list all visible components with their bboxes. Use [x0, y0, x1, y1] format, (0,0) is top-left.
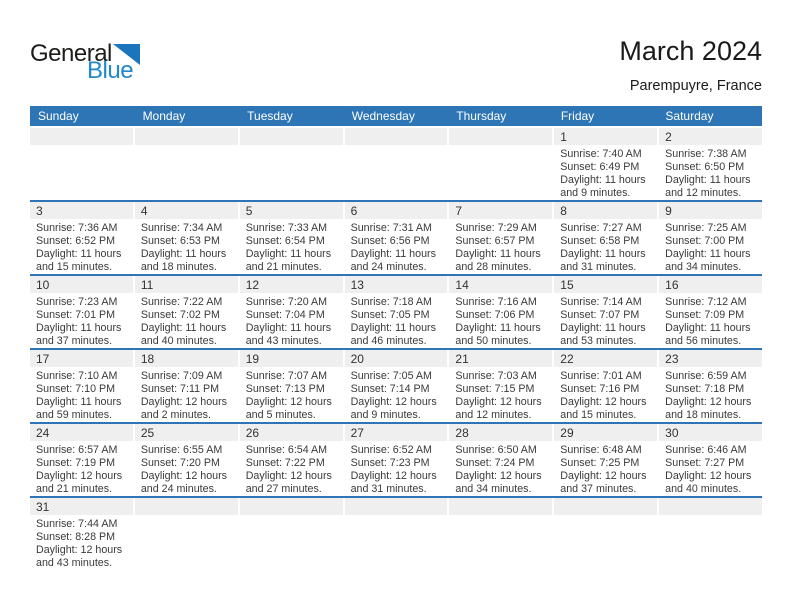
day-detail-line: Sunset: 7:14 PM — [350, 383, 430, 395]
day-number: 5 — [240, 202, 343, 219]
day-details — [135, 293, 238, 348]
day-number: 19 — [240, 350, 343, 367]
week-row-4 — [30, 348, 762, 422]
day-detail-line: Sunrise: 7:40 AM — [560, 148, 642, 160]
day-cell-14 — [449, 276, 552, 348]
day-number: 10 — [30, 276, 133, 293]
day-details — [345, 441, 448, 496]
weekday-header-tuesday: Tuesday — [247, 109, 293, 123]
day-detail-line: Daylight: 12 hours — [455, 470, 542, 482]
day-number: 25 — [135, 424, 238, 441]
day-cell-15 — [554, 276, 657, 348]
day-detail-line: Sunset: 6:53 PM — [140, 235, 220, 247]
empty-day-cell — [240, 128, 343, 200]
day-cell-28 — [449, 424, 552, 496]
week-row-6 — [30, 496, 762, 591]
day-detail-line: Daylight: 11 hours — [245, 322, 332, 334]
day-number: 8 — [554, 202, 657, 219]
day-details — [449, 219, 552, 274]
day-number: 13 — [345, 276, 448, 293]
day-detail-line: and 40 minutes. — [140, 335, 217, 347]
day-details — [449, 293, 552, 348]
day-cell-5 — [240, 202, 343, 274]
day-cell-18 — [135, 350, 238, 422]
day-detail-line: and 24 minutes. — [350, 261, 427, 273]
day-detail-line: Daylight: 11 hours — [665, 248, 751, 260]
day-cell-4 — [135, 202, 238, 274]
day-number: 31 — [30, 498, 133, 515]
day-details — [345, 367, 448, 422]
day-cell-21 — [449, 350, 552, 422]
day-detail-line: Sunrise: 7:12 AM — [665, 296, 747, 308]
day-cell-2 — [659, 128, 762, 200]
day-detail-line: and 15 minutes. — [36, 261, 113, 273]
day-details — [554, 293, 657, 348]
day-detail-line: Sunset: 7:23 PM — [350, 457, 430, 469]
day-number: 23 — [659, 350, 762, 367]
day-detail-line: Daylight: 11 hours — [36, 322, 122, 334]
day-cell-26 — [240, 424, 343, 496]
day-details — [554, 219, 657, 274]
day-details — [659, 367, 762, 422]
day-detail-line: Sunset: 7:16 PM — [560, 383, 640, 395]
day-detail-line: Daylight: 12 hours — [245, 470, 332, 482]
page-title: March 2024 — [619, 36, 762, 66]
day-cell-1 — [554, 128, 657, 200]
day-detail-line: Sunset: 7:10 PM — [36, 383, 116, 395]
day-detail-line: and 5 minutes. — [245, 409, 316, 421]
day-detail-line: Sunset: 7:01 PM — [36, 309, 116, 321]
day-cell-9 — [659, 202, 762, 274]
day-detail-line: Sunrise: 6:50 AM — [455, 444, 537, 456]
weekday-header-thursday: Thursday — [456, 109, 507, 123]
day-details — [135, 515, 238, 518]
day-number: 3 — [30, 202, 133, 219]
day-detail-line: Sunset: 7:11 PM — [140, 383, 220, 395]
day-detail-line: Daylight: 11 hours — [665, 174, 751, 186]
day-number: 11 — [135, 276, 238, 293]
day-detail-line: Sunrise: 6:59 AM — [665, 370, 747, 382]
day-cell-8 — [554, 202, 657, 274]
day-details — [240, 515, 343, 518]
day-number: 22 — [554, 350, 657, 367]
day-detail-line: and 27 minutes. — [245, 483, 322, 495]
day-detail-line: Daylight: 11 hours — [560, 174, 646, 186]
day-number: 6 — [345, 202, 448, 219]
day-cell-25 — [135, 424, 238, 496]
day-details — [554, 441, 657, 496]
day-cell-31 — [30, 498, 133, 591]
day-cell-6 — [345, 202, 448, 274]
day-number: 16 — [659, 276, 762, 293]
empty-day-band — [135, 498, 238, 515]
day-details — [30, 441, 133, 496]
day-cell-30 — [659, 424, 762, 496]
day-detail-line: and 53 minutes. — [560, 335, 637, 347]
day-detail-line: Daylight: 11 hours — [140, 322, 227, 334]
day-detail-line: Sunrise: 6:57 AM — [36, 444, 118, 456]
day-detail-line: and 34 minutes. — [455, 483, 532, 495]
day-detail-line: and 28 minutes. — [455, 261, 532, 273]
day-cell-22 — [554, 350, 657, 422]
day-detail-line: Sunrise: 7:44 AM — [36, 518, 118, 530]
day-cell-16 — [659, 276, 762, 348]
day-details — [554, 515, 657, 518]
day-number: 9 — [659, 202, 762, 219]
day-detail-line: and 24 minutes. — [140, 483, 217, 495]
day-detail-line: Daylight: 12 hours — [140, 470, 227, 482]
empty-day-cell — [449, 128, 552, 200]
day-detail-line: Sunrise: 7:29 AM — [455, 222, 537, 234]
day-detail-line: Sunset: 7:06 PM — [455, 309, 535, 321]
day-cell-10 — [30, 276, 133, 348]
day-detail-line: Sunrise: 7:34 AM — [140, 222, 223, 234]
day-details — [135, 441, 238, 496]
weekday-header-friday: Friday — [560, 109, 595, 123]
day-cell-3 — [30, 202, 133, 274]
day-detail-line: Sunset: 7:05 PM — [350, 309, 430, 321]
day-detail-line: Sunset: 6:52 PM — [36, 235, 116, 247]
day-details — [449, 145, 552, 148]
day-detail-line: Sunrise: 7:36 AM — [36, 222, 118, 234]
empty-day-cell — [554, 498, 657, 591]
empty-day-band — [449, 128, 552, 145]
day-detail-line: Daylight: 11 hours — [36, 248, 122, 260]
empty-day-cell — [30, 128, 133, 200]
weekday-header-wednesday: Wednesday — [351, 109, 415, 123]
day-detail-line: Sunset: 6:56 PM — [350, 235, 430, 247]
day-detail-line: Sunrise: 7:22 AM — [140, 296, 223, 308]
week-row-1 — [30, 126, 762, 200]
day-detail-line: Sunrise: 7:03 AM — [455, 370, 537, 382]
day-details — [345, 219, 448, 274]
day-cell-29 — [554, 424, 657, 496]
day-cell-12 — [240, 276, 343, 348]
empty-day-band — [554, 498, 657, 515]
day-detail-line: Sunset: 6:57 PM — [455, 235, 535, 247]
day-detail-line: Sunrise: 7:38 AM — [665, 148, 747, 160]
day-details — [659, 145, 762, 200]
day-detail-line: Daylight: 11 hours — [560, 322, 646, 334]
day-number: 1 — [554, 128, 657, 145]
day-detail-line: Sunset: 7:27 PM — [665, 457, 745, 469]
day-detail-line: Sunset: 7:00 PM — [665, 235, 745, 247]
day-detail-line: and 34 minutes. — [665, 261, 742, 273]
day-detail-line: Sunrise: 7:33 AM — [245, 222, 328, 234]
day-number: 27 — [345, 424, 448, 441]
day-detail-line: Daylight: 12 hours — [350, 396, 437, 408]
day-detail-line: and 9 minutes. — [560, 187, 631, 199]
day-number: 29 — [554, 424, 657, 441]
day-details — [30, 515, 133, 570]
empty-day-cell — [449, 498, 552, 591]
day-details — [30, 145, 133, 148]
day-cell-17 — [30, 350, 133, 422]
day-details — [345, 145, 448, 148]
day-detail-line: Sunrise: 7:09 AM — [140, 370, 223, 382]
calendar — [30, 106, 762, 591]
day-detail-line: and 21 minutes. — [245, 261, 322, 273]
day-detail-line: Sunrise: 7:18 AM — [350, 296, 432, 308]
weekday-header-row — [30, 106, 762, 126]
day-detail-line: Sunset: 6:49 PM — [560, 161, 640, 173]
day-detail-line: Daylight: 11 hours — [350, 248, 436, 260]
general-blue-logo — [30, 42, 140, 83]
day-details — [240, 293, 343, 348]
day-details — [659, 441, 762, 496]
day-detail-line: and 37 minutes. — [36, 335, 113, 347]
day-cell-13 — [345, 276, 448, 348]
day-detail-line: Sunset: 7:07 PM — [560, 309, 640, 321]
day-detail-line: Sunset: 7:20 PM — [140, 457, 220, 469]
day-number: 7 — [449, 202, 552, 219]
day-details — [659, 515, 762, 518]
day-detail-line: Sunset: 7:19 PM — [36, 457, 116, 469]
empty-day-band — [449, 498, 552, 515]
empty-day-band — [659, 498, 762, 515]
day-detail-line: Daylight: 11 hours — [455, 248, 541, 260]
logo-text-blue: Blue — [87, 57, 134, 84]
calendar-weeks — [30, 126, 762, 591]
empty-day-cell — [345, 498, 448, 591]
day-detail-line: and 18 minutes. — [140, 261, 217, 273]
day-detail-line: and 43 minutes. — [245, 335, 322, 347]
empty-day-band — [30, 128, 133, 145]
weekday-header-saturday: Saturday — [665, 109, 714, 123]
day-details — [345, 515, 448, 518]
day-detail-line: Sunrise: 7:31 AM — [350, 222, 432, 234]
weekday-header-sunday: Sunday — [38, 109, 79, 123]
day-details — [449, 441, 552, 496]
day-detail-line: and 12 minutes. — [455, 409, 532, 421]
empty-day-band — [135, 128, 238, 145]
empty-day-cell — [135, 128, 238, 200]
day-detail-line: Daylight: 12 hours — [560, 396, 647, 408]
day-detail-line: Sunrise: 7:27 AM — [560, 222, 642, 234]
day-detail-line: Daylight: 12 hours — [140, 396, 227, 408]
day-details — [30, 219, 133, 274]
day-cell-7 — [449, 202, 552, 274]
day-detail-line: Sunset: 7:18 PM — [665, 383, 745, 395]
day-detail-line: Sunset: 7:13 PM — [245, 383, 325, 395]
day-details — [240, 367, 343, 422]
day-detail-line: Sunset: 6:58 PM — [560, 235, 640, 247]
day-details — [449, 367, 552, 422]
day-detail-line: Sunset: 6:54 PM — [245, 235, 325, 247]
day-detail-line: Daylight: 12 hours — [560, 470, 647, 482]
day-number: 21 — [449, 350, 552, 367]
day-detail-line: Sunset: 8:28 PM — [36, 531, 116, 543]
week-row-2 — [30, 200, 762, 274]
day-detail-line: Daylight: 11 hours — [350, 322, 436, 334]
day-detail-line: and 31 minutes. — [350, 483, 427, 495]
day-details — [240, 441, 343, 496]
empty-day-cell — [240, 498, 343, 591]
day-details — [135, 219, 238, 274]
day-number: 17 — [30, 350, 133, 367]
day-details — [449, 515, 552, 518]
day-detail-line: Daylight: 11 hours — [560, 248, 646, 260]
day-detail-line: Sunrise: 6:54 AM — [245, 444, 328, 456]
day-number: 4 — [135, 202, 238, 219]
day-detail-line: Daylight: 11 hours — [245, 248, 332, 260]
day-detail-line: and 40 minutes. — [665, 483, 742, 495]
day-detail-line: and 12 minutes. — [665, 187, 742, 199]
day-cell-27 — [345, 424, 448, 496]
day-detail-line: Sunset: 7:24 PM — [455, 457, 535, 469]
day-detail-line: and 56 minutes. — [665, 335, 742, 347]
empty-day-cell — [659, 498, 762, 591]
day-number: 14 — [449, 276, 552, 293]
day-details — [135, 367, 238, 422]
day-detail-line: Daylight: 12 hours — [665, 470, 752, 482]
week-row-3 — [30, 274, 762, 348]
day-detail-line: Sunrise: 6:55 AM — [140, 444, 223, 456]
day-detail-line: Sunrise: 7:01 AM — [560, 370, 642, 382]
day-detail-line: Daylight: 12 hours — [665, 396, 752, 408]
day-detail-line: Sunrise: 6:52 AM — [350, 444, 432, 456]
page-subtitle: Parempuyre, France — [629, 78, 762, 94]
day-details — [240, 145, 343, 148]
day-detail-line: Daylight: 11 hours — [36, 396, 122, 408]
day-detail-line: Sunset: 7:15 PM — [455, 383, 535, 395]
day-detail-line: Sunrise: 7:25 AM — [665, 222, 747, 234]
day-detail-line: Sunrise: 6:48 AM — [560, 444, 642, 456]
day-detail-line: Sunrise: 7:10 AM — [36, 370, 118, 382]
day-details — [554, 367, 657, 422]
day-detail-line: Daylight: 11 hours — [455, 322, 541, 334]
day-detail-line: Sunrise: 7:14 AM — [560, 296, 642, 308]
day-detail-line: and 43 minutes. — [36, 557, 113, 569]
day-number: 20 — [345, 350, 448, 367]
day-detail-line: and 21 minutes. — [36, 483, 113, 495]
day-details — [30, 293, 133, 348]
day-detail-line: Daylight: 12 hours — [350, 470, 437, 482]
day-number: 18 — [135, 350, 238, 367]
day-detail-line: Sunrise: 7:23 AM — [36, 296, 118, 308]
day-detail-line: Sunrise: 7:16 AM — [455, 296, 537, 308]
day-detail-line: Daylight: 12 hours — [36, 470, 123, 482]
weekday-header-monday: Monday — [142, 109, 186, 123]
empty-day-band — [345, 498, 448, 515]
day-cell-24 — [30, 424, 133, 496]
day-number: 26 — [240, 424, 343, 441]
empty-day-cell — [345, 128, 448, 200]
day-detail-line: Daylight: 11 hours — [140, 248, 227, 260]
day-details — [659, 293, 762, 348]
day-detail-line: Sunrise: 6:46 AM — [665, 444, 747, 456]
day-details — [30, 367, 133, 422]
day-detail-line: Sunset: 7:25 PM — [560, 457, 640, 469]
day-detail-line: Daylight: 12 hours — [245, 396, 332, 408]
day-number: 2 — [659, 128, 762, 145]
day-detail-line: Sunset: 7:04 PM — [245, 309, 325, 321]
day-number: 30 — [659, 424, 762, 441]
empty-day-band — [240, 128, 343, 145]
day-details — [240, 219, 343, 274]
day-detail-line: Sunrise: 7:05 AM — [350, 370, 432, 382]
empty-day-cell — [135, 498, 238, 591]
day-details — [135, 145, 238, 148]
day-detail-line: Sunset: 7:22 PM — [245, 457, 325, 469]
day-detail-line: Sunset: 6:50 PM — [665, 161, 745, 173]
day-detail-line: and 59 minutes. — [36, 409, 113, 421]
logo-text-general: General — [30, 40, 112, 67]
day-detail-line: and 37 minutes. — [560, 483, 637, 495]
day-cell-20 — [345, 350, 448, 422]
day-detail-line: Daylight: 11 hours — [665, 322, 751, 334]
day-detail-line: Sunset: 7:02 PM — [140, 309, 220, 321]
day-cell-19 — [240, 350, 343, 422]
day-detail-line: Daylight: 12 hours — [455, 396, 542, 408]
day-detail-line: and 15 minutes. — [560, 409, 637, 421]
empty-day-band — [240, 498, 343, 515]
day-detail-line: and 50 minutes. — [455, 335, 532, 347]
day-number: 15 — [554, 276, 657, 293]
day-number: 12 — [240, 276, 343, 293]
day-detail-line: Daylight: 12 hours — [36, 544, 123, 556]
day-detail-line: and 9 minutes. — [350, 409, 421, 421]
day-detail-line: Sunrise: 7:20 AM — [245, 296, 328, 308]
day-detail-line: and 31 minutes. — [560, 261, 637, 273]
week-row-5 — [30, 422, 762, 496]
day-details — [659, 219, 762, 274]
day-detail-line: Sunrise: 7:07 AM — [245, 370, 328, 382]
day-cell-11 — [135, 276, 238, 348]
empty-day-band — [345, 128, 448, 145]
day-details — [554, 145, 657, 200]
day-details — [345, 293, 448, 348]
day-cell-23 — [659, 350, 762, 422]
day-number: 24 — [30, 424, 133, 441]
day-detail-line: and 46 minutes. — [350, 335, 427, 347]
day-detail-line: and 2 minutes. — [140, 409, 211, 421]
day-number: 28 — [449, 424, 552, 441]
day-detail-line: and 18 minutes. — [665, 409, 742, 421]
day-detail-line: Sunset: 7:09 PM — [665, 309, 745, 321]
